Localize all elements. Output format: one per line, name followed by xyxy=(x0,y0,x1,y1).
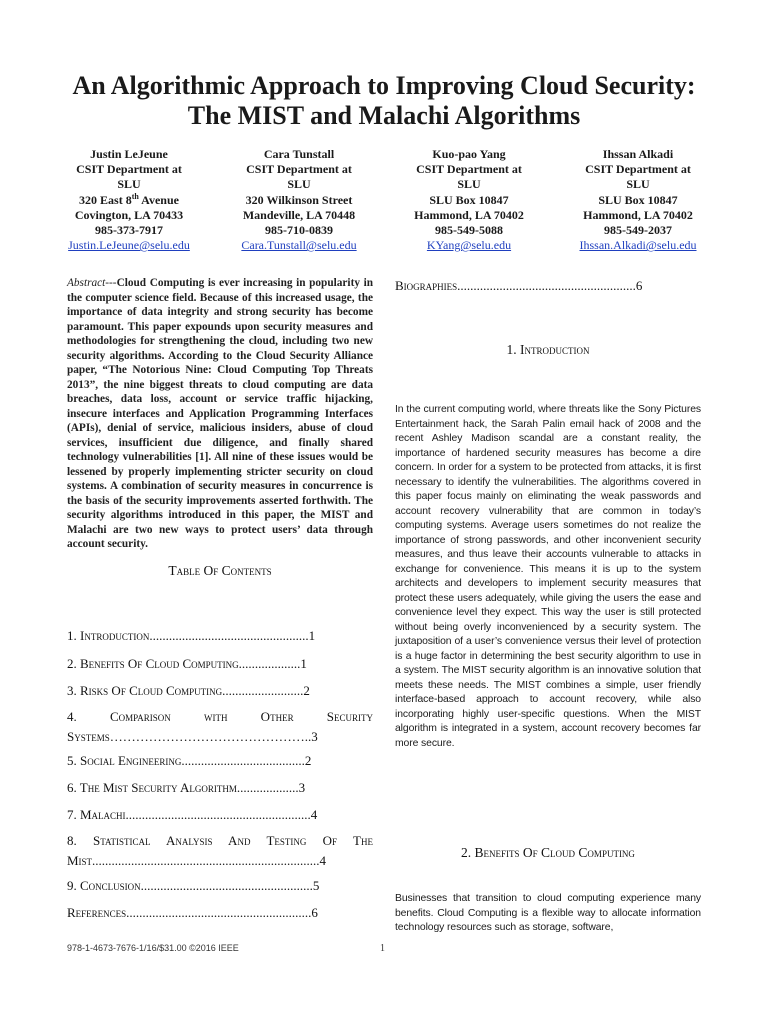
author-city: Mandeville, LA 70448 xyxy=(242,207,356,222)
introduction-paragraph: In the current computing world, where threats like the Sony Pictures Entertainment hack, the Sarah Palin email hack of 2008 and the recent Ashley Madison scandal are a constant reality, the importance of hardened security measures has become a dire concern. In order for a system to be protected from attacks, it is first necessary to identify the vulnerabilities. The algorithms covered in this paper focus mainly on eliminating the weak passwords and account recovery vulnerability that are common in today’s computing systems. Average users sometimes do not realize the importance of strong passwords, and other inconvenient security measures, and thus leave their accounts vulnerable to attacks in exchange for convenience. This means it is up to the system architects and developers to implement security measures that protect these users adequately, while giving the users the ease and convenience level they expect. This way the user is still protected without being overly inconvenienced by a security system. The juxtaposition of a user’s convenience versus their level of protection is a huge factor in determining the best security algorithm to use in a system. The MIST security algorithm is an innovative solution that meets these needs. The MIST combines a simple, user friendly interface-based approach to account recovery, while also incorporating highly user-specific questions. When the MIST algorithm is integrated in a system, account recovery becomes far more secure. xyxy=(395,404,701,749)
author-email-link[interactable]: Ihssan.Alkadi@selu.edu xyxy=(579,238,697,253)
section-heading-introduction: 1. Introduction xyxy=(506,342,590,357)
toc-item[interactable]: 3. Risks Of Cloud Computing.........................2 xyxy=(67,683,310,698)
author-email-link[interactable]: Justin.LeJeune@selu.edu xyxy=(68,238,190,253)
author-block xyxy=(44,147,214,253)
paper-title-line-2: The MIST and Malachi Algorithms xyxy=(187,101,581,130)
author-name: Kuo-pao Yang xyxy=(432,147,506,161)
toc-item[interactable]: 7. Malachi.........................................................4 xyxy=(67,807,318,822)
author-organization: SLU xyxy=(626,177,650,192)
abstract-lead: Abstract--- xyxy=(67,277,117,289)
page-number: 1 xyxy=(380,943,385,954)
author-city: Covington, LA 70433 xyxy=(74,207,184,222)
author-name: Ihssan Alkadi xyxy=(602,147,674,161)
author-city: Hammond, LA 70402 xyxy=(414,207,524,222)
author-phone: 985-373-7917 xyxy=(95,223,163,238)
author-street: 320 Wilkinson Street xyxy=(245,192,353,207)
copyright-notice: 978-1-4673-7676-1/16/$31.00 ©2016 IEEE xyxy=(67,943,239,953)
author-block xyxy=(553,147,723,253)
toc-item[interactable]: 6. The Mist Security Algorithm...................3 xyxy=(67,780,306,795)
author-organization: SLU xyxy=(117,177,141,192)
author-department: CSIT Department at xyxy=(246,162,352,177)
author-block xyxy=(214,147,384,253)
paper-title-line-1: An Algorithmic Approach to Improving Cloud Security: xyxy=(72,71,696,100)
toc-item[interactable]: 9. Conclusion.....................................................5 xyxy=(67,878,320,893)
toc-item[interactable]: References.........................................................6 xyxy=(67,905,318,920)
author-phone: 985-710-0839 xyxy=(265,223,333,238)
author-department: CSIT Department at xyxy=(585,162,691,177)
author-department: CSIT Department at xyxy=(416,162,522,177)
toc-item[interactable]: 1. Introduction.................................................1 xyxy=(67,628,316,643)
abstract-text: Cloud Computing is ever increasing in popularity in the computer science field. Because of this increased usage, the importance of data integrity and strong security has become paramount. This paper expounds upon security measures and methodologies for strengthening the cloud, including two new security algorithms. According to the Cloud Security Alliance paper, “The Notorious Nine: Cloud Computing Top Threats 2013”, the nine biggest threats to cloud computing are data breaches, data loss, account or service traffic hijacking, insecure interfaces and Application Programming Interfaces (APIs), denial of service, malicious insiders, abuse of cloud services, insufficient due diligence, and finally shared technology vulnerabilities [1]. All nine of these issues would be lessened by properly implementing stricter security on cloud systems. A combination of security measures in concurrence is the basis of the security improvements asserted forthwith. The security algorithms introduced in this paper, the MIST and Malachi are two new ways to protect users’ data through account security. xyxy=(67,277,373,550)
author-phone: 985-549-5088 xyxy=(435,223,503,238)
author-organization: SLU xyxy=(457,177,481,192)
toc-item[interactable]: 5. Social Engineering......................................2 xyxy=(67,753,312,768)
ordinal-superscript: th xyxy=(131,191,139,201)
section-heading-benefits: 2. Benefits Of Cloud Computing xyxy=(461,845,635,860)
author-street: SLU Box 10847 xyxy=(598,192,678,207)
author-phone: 985-549-2037 xyxy=(604,223,672,238)
toc-item[interactable]: 8. Statistical Analysis And Testing Of The Mist......................................................................4 xyxy=(67,833,373,868)
author-email-link[interactable]: Cara.Tunstall@selu.edu xyxy=(241,238,357,253)
author-street: SLU Box 10847 xyxy=(429,192,509,207)
toc-heading: Table Of Contents xyxy=(168,563,272,578)
author-block xyxy=(384,147,554,253)
author-street: 320 East 8th Avenue xyxy=(79,191,179,207)
author-city: Hammond, LA 70402 xyxy=(583,207,693,222)
author-department: CSIT Department at xyxy=(76,162,182,177)
abstract xyxy=(67,276,373,552)
toc-item[interactable]: 4. Comparison with Other Security Systems………………………………………..3 xyxy=(67,709,373,744)
author-email-link[interactable]: KYang@selu.edu xyxy=(426,238,512,253)
toc-item-continued[interactable]: Biographies.......................................................6 xyxy=(395,278,643,293)
toc-item[interactable]: 2. Benefits Of Cloud Computing...................1 xyxy=(67,656,307,671)
author-name: Cara Tunstall xyxy=(263,147,335,161)
benefits-paragraph: Businesses that transition to cloud computing experience many benefits. Cloud Computing is a flexible way to allocate information technology resources such as storage, software, xyxy=(395,893,701,933)
author-name: Justin LeJeune xyxy=(90,147,168,161)
author-organization: SLU xyxy=(287,177,311,192)
